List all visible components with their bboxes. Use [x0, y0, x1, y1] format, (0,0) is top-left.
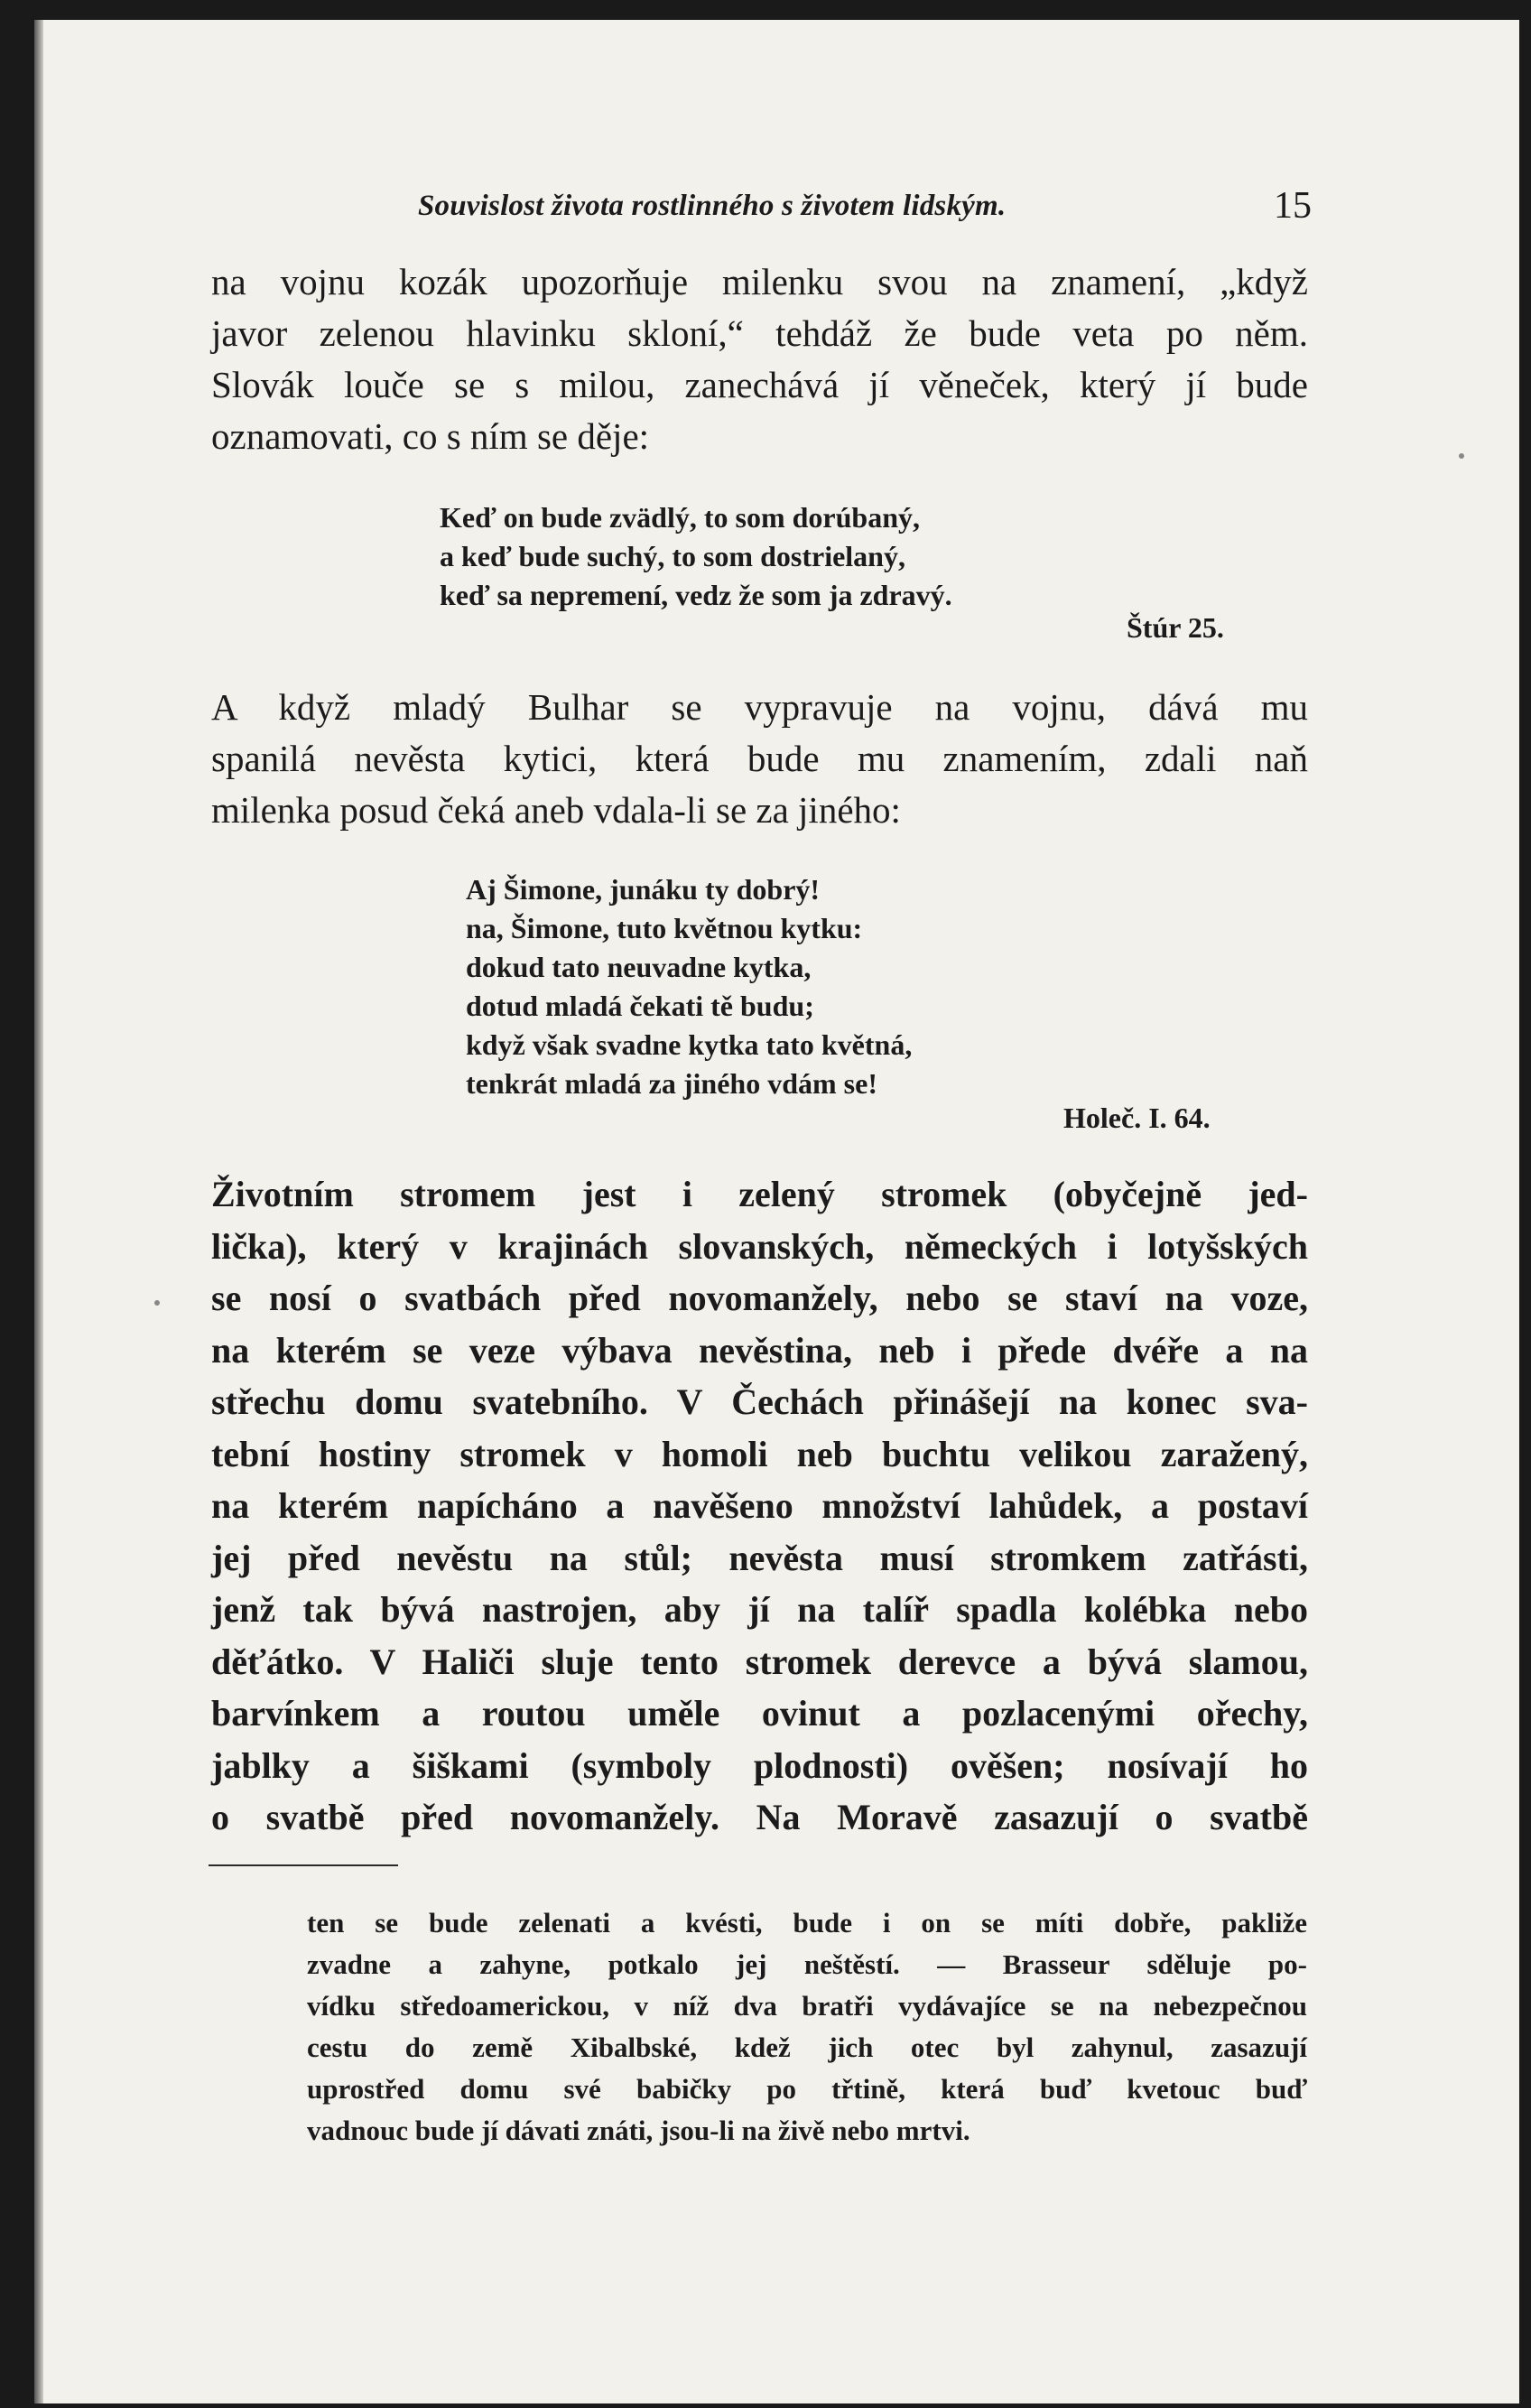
- text-line: Slovák louče se s milou, zanechává jí věneček, který jí bude: [211, 364, 1308, 405]
- text-line: jej před nevěstu na stůl; nevěsta musí stromkem zatřásti,: [211, 1537, 1308, 1578]
- text-line: jablky a šiškami (symboly plodnosti) ověšen; nosívají ho: [211, 1744, 1308, 1786]
- verse-line: a keď bude suchý, to som dostrielaný,: [440, 540, 905, 572]
- verse-line: keď sa nepremení, vedz že som ja zdravý.: [440, 579, 952, 611]
- text-line: A když mladý Bulhar se vypravuje na vojnu, dává mu: [211, 686, 1308, 728]
- footnote: [307, 1902, 1307, 2152]
- paragraph-3: [211, 1168, 1308, 1844]
- verse-line: Keď on bude zvädlý, to som dorúbaný,: [440, 501, 920, 534]
- text-line: oznamovati, co s ním se děje:: [211, 415, 650, 457]
- verse-line: dokud tato neuvadne kytka,: [466, 951, 812, 983]
- verse-line: dotud mladá čekati tě budu;: [466, 990, 814, 1022]
- page-number: 15: [1274, 185, 1312, 227]
- text-line: na kterém se veze výbava nevěstina, neb i přede dvéře a na: [211, 1329, 1308, 1371]
- footnote-line: uprostřed domu své babičky po třtině, která buď kvetouc buď: [307, 2073, 1307, 2105]
- verse-2-citation: Holeč. I. 64.: [1063, 1102, 1211, 1134]
- text-line: o svatbě před novomanžely. Na Moravě zasazují o svatbě: [211, 1797, 1308, 1837]
- footnote-line: vadnouc bude jí dávati znáti, jsou-li na živě nebo mrtvi.: [307, 2115, 970, 2146]
- text-line: Životním stromem jest i zelený stromek (obyčejně jed-: [211, 1174, 1308, 1214]
- scan-edge: [34, 20, 43, 2403]
- text-line: na vojnu kozák upozorňuje milenku svou na znamení, „když: [211, 261, 1308, 302]
- footnote-line: cestu do země Xibalbské, kdež jich otec byl zahynul, zasazují: [307, 2031, 1307, 2063]
- verse-1-citation: Štúr 25.: [1127, 611, 1224, 644]
- text-line: na kterém napícháno a navěšeno množství lahůdek, a postaví: [211, 1485, 1308, 1526]
- text-line: střechu domu svatebního. V Čechách přinášejí na konec sva-: [211, 1381, 1308, 1422]
- text-line: barvínkem a routou uměle ovinut a pozlacenými ořechy,: [211, 1693, 1308, 1734]
- verse-1: [440, 498, 952, 615]
- text-line: milenka posud čeká aneb vdala-li se za jiného:: [211, 789, 901, 831]
- footnote-rule: [209, 1864, 398, 1866]
- text-line: děťátko. V Haliči sluje tento stromek derevce a bývá slamou,: [211, 1641, 1308, 1682]
- running-title: Souvislost života rostlinného s životem lidským.: [418, 190, 1007, 222]
- footnote-line: vídku středoamerickou, v níž dva bratři vydávajíce se na nebezpečnou: [307, 1990, 1307, 2022]
- text-line: javor zelenou hlavinku skloní,“ tehdáž že bude veta po něm.: [211, 312, 1308, 354]
- verse-line: na, Šimone, tuto květnou kytku:: [466, 912, 863, 944]
- text-line: se nosí o svatbách před novomanžely, nebo se staví na voze,: [211, 1278, 1308, 1318]
- verse-2: [466, 870, 912, 1103]
- text-line: tební hostiny stromek v homoli neb buchtu velikou zaražený,: [211, 1433, 1308, 1474]
- scan-speck: [1459, 453, 1464, 459]
- page-header: [206, 172, 1312, 226]
- paragraph-2: [211, 682, 1308, 836]
- book-page: [34, 20, 1519, 2403]
- verse-line: tenkrát mladá za jiného vdám se!: [466, 1067, 877, 1100]
- scan-speck: [154, 1300, 160, 1306]
- text-line: lička), který v krajinách slovanských, německých i lotyšských: [211, 1225, 1308, 1267]
- footnote-line: zvadne a zahyne, potkalo jej neštěstí. — Brasseur sděluje po-: [307, 1948, 1307, 1980]
- verse-line: když však svadne kytka tato květná,: [466, 1028, 913, 1061]
- footnote-line: ten se bude zelenati a kvésti, bude i on se míti dobře, pakliže: [307, 1907, 1307, 1938]
- paragraph-1: [211, 256, 1308, 462]
- text-line: spanilá nevěsta kytici, která bude mu znamením, zdali naň: [211, 738, 1308, 779]
- text-line: jenž tak bývá nastrojen, aby jí na talíř spadla kolébka nebo: [211, 1589, 1308, 1630]
- verse-line: Aj Šimone, junáku ty dobrý!: [466, 873, 821, 906]
